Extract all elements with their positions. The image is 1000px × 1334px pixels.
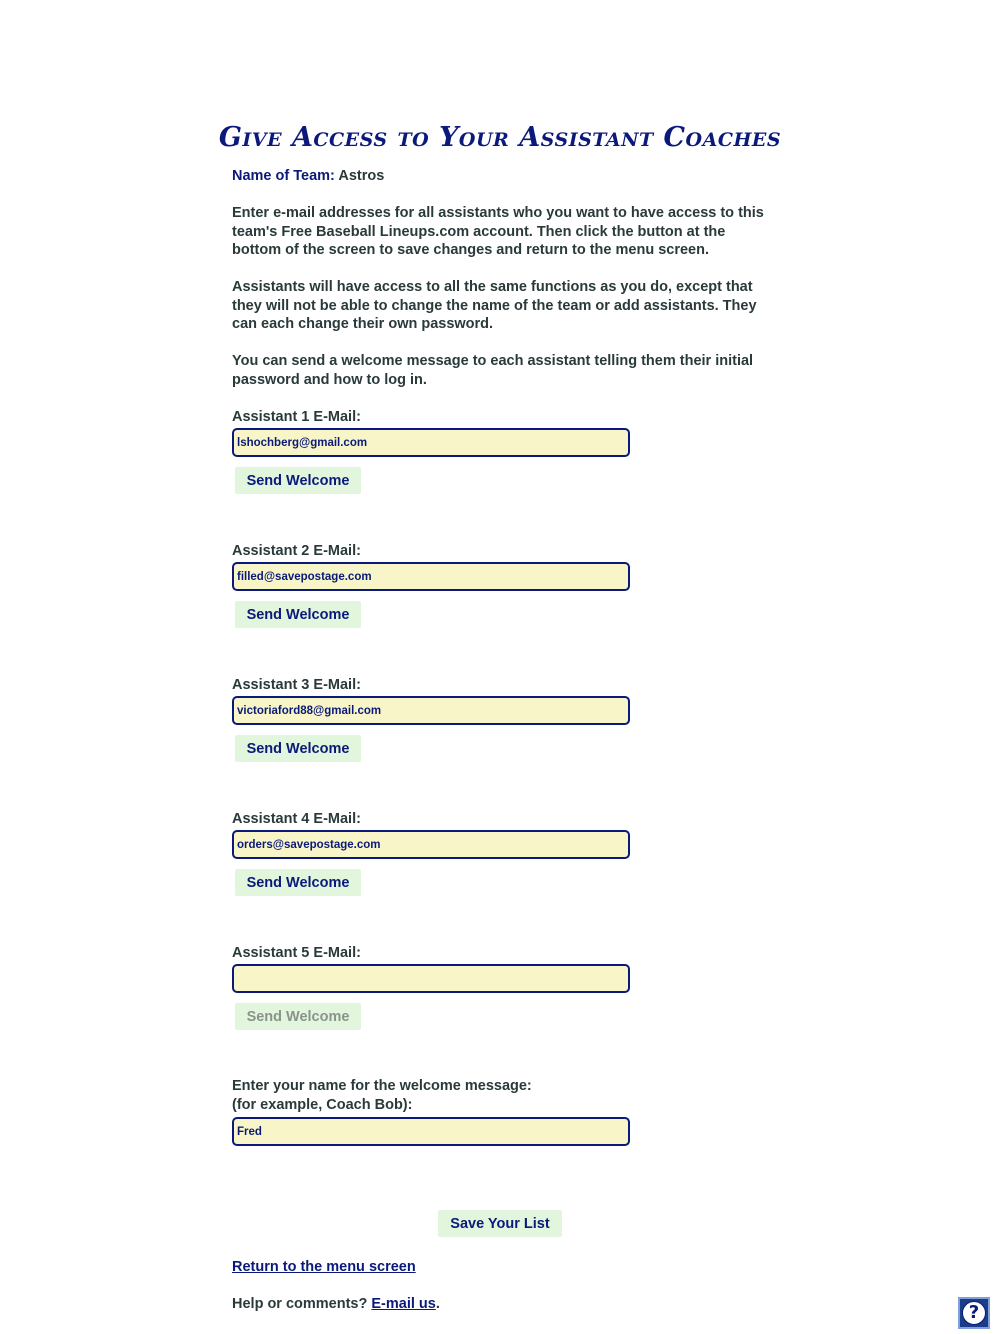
assistant-4-send-welcome-button[interactable]: Send Welcome bbox=[235, 869, 361, 896]
assistant-4-label: Assistant 4 E-Mail: bbox=[232, 811, 361, 827]
assistant-1-email-input[interactable] bbox=[232, 428, 630, 457]
assistant-3-email-input[interactable] bbox=[232, 696, 630, 725]
instructions-paragraph-3: You can send a welcome message to each assistant telling them their initial password and how to log in. bbox=[232, 353, 754, 388]
help-question-icon[interactable] bbox=[958, 1297, 990, 1329]
assistant-2-email-input[interactable] bbox=[232, 562, 630, 591]
help-question-glyph: ? bbox=[962, 1301, 986, 1325]
help-line bbox=[232, 1296, 440, 1312]
assistant-2-label: Assistant 2 E-Mail: bbox=[232, 543, 361, 559]
assistant-3-label: Assistant 3 E-Mail: bbox=[232, 677, 361, 693]
help-suffix-text: . bbox=[435, 1296, 440, 1312]
assistant-5-label: Assistant 5 E-Mail: bbox=[232, 945, 361, 961]
welcome-name-label-line1: Enter your name for the welcome message: bbox=[232, 1078, 532, 1094]
assistant-4-email-input[interactable] bbox=[232, 830, 630, 859]
return-to-menu-link[interactable]: Return to the menu screen bbox=[232, 1259, 416, 1275]
instructions-paragraph-1: Enter e-mail addresses for all assistants who you want to have access to this team's Free Baseball Lineups.com account. Then click the button at the bottom of the screen to save changes and return to the menu screen. bbox=[232, 205, 764, 258]
email-us-link[interactable]: E-mail us bbox=[371, 1296, 436, 1312]
assistant-4-group bbox=[232, 810, 632, 896]
assistant-3-group bbox=[232, 676, 632, 762]
instructions-paragraph-2: Assistants will have access to all the same functions as you do, except that they will not be able to change the name of the team or add assistants. They can each change their own password. bbox=[232, 279, 757, 332]
assistant-1-group bbox=[232, 408, 632, 494]
assistant-2-group bbox=[232, 542, 632, 628]
team-name-label: Name of Team: bbox=[232, 168, 335, 184]
page-title: Give Access to Your Assistant Coaches bbox=[218, 122, 782, 153]
assistant-5-email-input[interactable] bbox=[232, 964, 630, 993]
save-list-button[interactable]: Save Your List bbox=[438, 1210, 562, 1237]
assistant-5-group bbox=[232, 944, 632, 1030]
welcome-name-label-line2: (for example, Coach Bob): bbox=[232, 1097, 413, 1113]
assistant-3-send-welcome-button[interactable]: Send Welcome bbox=[235, 735, 361, 762]
help-prefix-text: Help or comments? bbox=[232, 1296, 368, 1312]
welcome-name-group bbox=[232, 1077, 632, 1146]
welcome-name-input[interactable] bbox=[232, 1117, 630, 1146]
assistant-2-send-welcome-button[interactable]: Send Welcome bbox=[235, 601, 361, 628]
assistant-5-send-welcome-button[interactable]: Send Welcome bbox=[235, 1003, 361, 1030]
assistant-1-label: Assistant 1 E-Mail: bbox=[232, 409, 361, 425]
team-name-value: Astros bbox=[338, 168, 385, 184]
assistant-1-send-welcome-button[interactable]: Send Welcome bbox=[235, 467, 361, 494]
team-name-line bbox=[232, 167, 772, 186]
